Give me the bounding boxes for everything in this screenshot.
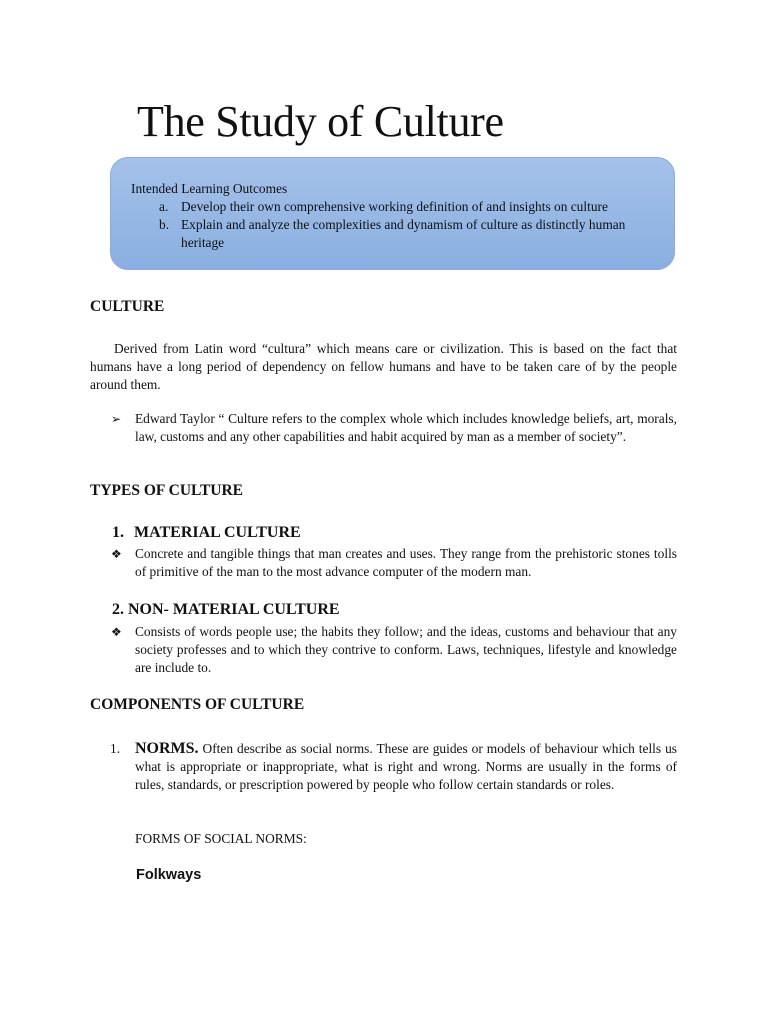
outcome-text: Develop their own comprehensive working definition of and insights on culture — [181, 199, 608, 214]
taylor-quote-text: Edward Taylor “ Culture refers to the complex whole which includes knowledge beliefs, art, morals, law, customs and any other capabilities and habit acquired by man as a member of society”. — [135, 411, 677, 444]
outcomes-heading: Intended Learning Outcomes — [131, 181, 288, 196]
forms-of-social-norms-label: FORMS OF SOCIAL NORMS: — [135, 831, 307, 846]
diamond-bullet-icon: ❖ — [111, 547, 122, 561]
outcome-item — [159, 216, 671, 252]
arrow-bullet-icon: ➢ — [111, 412, 122, 426]
outcome-marker: b. — [159, 217, 170, 232]
norms-number: 1. — [110, 741, 121, 756]
section-heading-types: TYPES OF CULTURE — [90, 482, 244, 499]
page-title: The Study of Culture — [137, 97, 504, 146]
taylor-quote-bullet — [111, 410, 677, 446]
non-material-culture-bullet — [111, 623, 677, 677]
section-heading-components: COMPONENTS OF CULTURE — [90, 696, 305, 713]
norms-text: Often describe as social norms. These are guides or models of behaviour which tells us what is appropriate or inappropriate, what is right and wrong. Norms are usually in the forms of rules, standards, or prescription powered by people who follow certain standards or roles. — [135, 741, 677, 792]
learning-outcomes-box — [110, 157, 675, 270]
non-material-culture-heading: 2. NON- MATERIAL CULTURE — [112, 601, 340, 618]
outcome-text: Explain and analyze the complexities and dynamism of culture as distinctly human heritage — [181, 217, 626, 250]
outcome-marker: a. — [159, 199, 169, 214]
norms-item — [110, 740, 677, 794]
material-culture-bullet — [111, 545, 677, 581]
section-heading-culture: CULTURE — [90, 298, 165, 315]
material-culture-number: 1. — [112, 524, 124, 541]
norms-term: NORMS. — [135, 740, 199, 757]
diamond-bullet-icon: ❖ — [111, 625, 122, 639]
outcome-item — [159, 198, 671, 216]
material-culture-text: Concrete and tangible things that man creates and uses. They range from the prehistoric stones tolls of primitive of the man to the most advance computer of the modern man. — [135, 546, 677, 579]
folkways-heading: Folkways — [136, 867, 202, 883]
culture-definition-paragraph: Derived from Latin word “cultura” which means care or civilization. This is based on the fact that humans have a long period of dependency on fellow humans and have to be taken care of by the people around them. — [90, 341, 677, 392]
material-culture-heading — [112, 524, 301, 542]
material-culture-title: MATERIAL CULTURE — [134, 524, 301, 541]
non-material-culture-text: Consists of words people use; the habits they follow; and the ideas, customs and behaviour that any society professes and to which they contrive to conform. Laws, techniques, lifestyle and knowledge are include to. — [135, 624, 677, 675]
